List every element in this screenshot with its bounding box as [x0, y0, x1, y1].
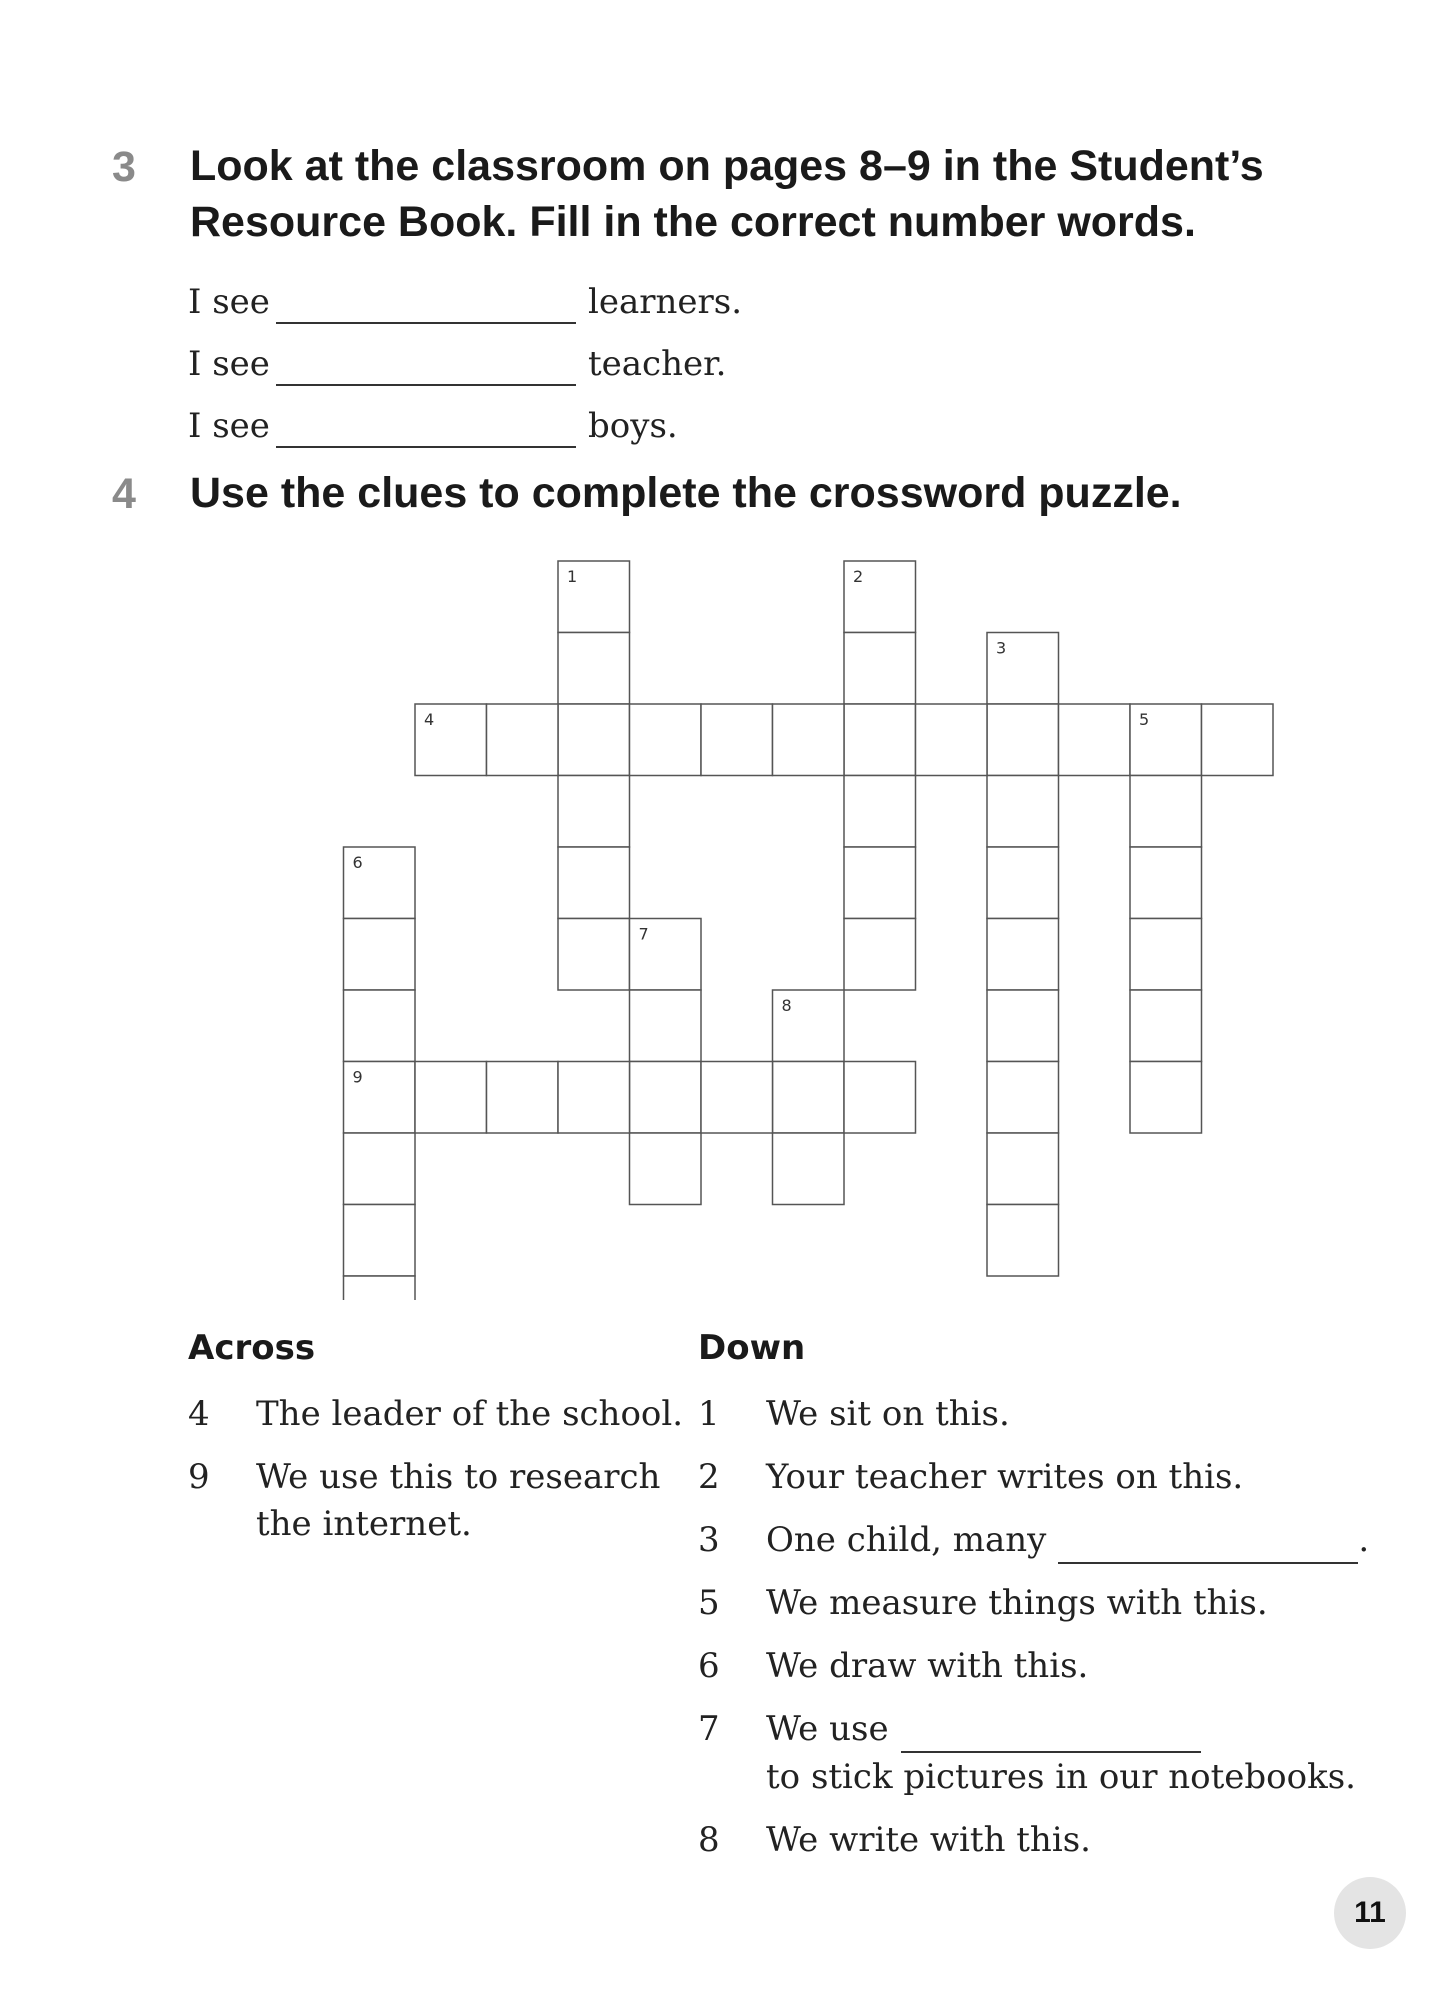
- down-clue-6: [698, 1642, 1358, 1690]
- crossword-cell[interactable]: [558, 633, 630, 705]
- clue-text: We draw with this.: [766, 1646, 1089, 1686]
- clue-number: 6: [698, 1646, 720, 1686]
- down-clue-2: [698, 1453, 1358, 1501]
- crossword-cell[interactable]: [987, 633, 1059, 705]
- crossword-cell[interactable]: [344, 990, 416, 1062]
- crossword-cell-box[interactable]: [773, 1062, 845, 1134]
- clue-text: We write with this.: [766, 1820, 1091, 1860]
- crossword-cell[interactable]: [344, 1276, 416, 1300]
- crossword-cell[interactable]: [558, 919, 630, 991]
- crossword-cell[interactable]: [773, 1133, 845, 1205]
- crossword-cell[interactable]: [630, 1062, 702, 1134]
- clue-text-wrapper: [766, 1516, 1369, 1564]
- crossword-cell[interactable]: [487, 1062, 559, 1134]
- down-clue-8: [698, 1816, 1358, 1864]
- crossword-cell[interactable]: [987, 1062, 1059, 1134]
- crossword-cell-box[interactable]: [701, 704, 773, 776]
- crossword-cell-box[interactable]: [987, 847, 1059, 919]
- crossword-cell[interactable]: [987, 776, 1059, 848]
- crossword-cell-box[interactable]: [558, 919, 630, 991]
- crossword-cell-box[interactable]: [987, 1062, 1059, 1134]
- crossword-cell[interactable]: [844, 776, 916, 848]
- fill-row-prefix: I see: [188, 344, 270, 384]
- down-clue-3: [698, 1516, 1370, 1564]
- crossword-cell-box[interactable]: [558, 776, 630, 848]
- crossword-cell[interactable]: [558, 776, 630, 848]
- crossword-cell-box[interactable]: [987, 1205, 1059, 1277]
- fill-row-prefix: I see: [188, 406, 270, 446]
- crossword-cell-box[interactable]: [916, 704, 988, 776]
- crossword-cell[interactable]: [344, 1205, 416, 1277]
- across-clue-4: [188, 1390, 684, 1438]
- clue-number: 4: [188, 1394, 210, 1434]
- clue-number: 7: [698, 1709, 720, 1749]
- crossword-cell[interactable]: [1130, 1062, 1202, 1134]
- crossword-cell[interactable]: [987, 704, 1059, 776]
- crossword-cell[interactable]: [844, 704, 916, 776]
- crossword-cell[interactable]: [344, 1133, 416, 1205]
- page-number-badge: 11: [1334, 1877, 1406, 1949]
- crossword-cell-box[interactable]: [344, 1205, 416, 1277]
- crossword-cell-box[interactable]: [630, 1133, 702, 1205]
- crossword-clue-number: 6: [352, 853, 363, 872]
- crossword-cell[interactable]: [415, 704, 487, 776]
- crossword-cell[interactable]: [630, 990, 702, 1062]
- crossword-cell-box[interactable]: [415, 1062, 487, 1134]
- clue-text-wrapper: [766, 1705, 1201, 1753]
- crossword-cell[interactable]: [558, 561, 630, 633]
- crossword-cell-box[interactable]: [630, 1062, 702, 1134]
- clue-number: 1: [698, 1394, 720, 1434]
- crossword-cell-box[interactable]: [844, 704, 916, 776]
- clue-text: One child, many: [766, 1520, 1047, 1560]
- crossword-cell[interactable]: [987, 1133, 1059, 1205]
- crossword-cell[interactable]: [344, 1062, 416, 1134]
- fill-row-prefix: I see: [188, 282, 270, 322]
- crossword-cell[interactable]: [773, 1062, 845, 1134]
- down-heading: Down: [698, 1328, 806, 1368]
- crossword-cell[interactable]: [487, 704, 559, 776]
- clue-number: 8: [698, 1820, 720, 1860]
- crossword-cell-box[interactable]: [344, 1276, 416, 1300]
- crossword-cell-box[interactable]: [1130, 847, 1202, 919]
- crossword-cell-box[interactable]: [630, 704, 702, 776]
- crossword-cell[interactable]: [844, 1062, 916, 1134]
- crossword-cell[interactable]: [630, 1133, 702, 1205]
- crossword-cell-box[interactable]: [1202, 704, 1274, 776]
- crossword-cell[interactable]: [987, 847, 1059, 919]
- question-3-instruction: Look at the classroom on pages 8–9 in the Student’s Resource Book. Fill in the correct number words.: [190, 142, 1264, 246]
- answer-blank-clue-7[interactable]: [901, 1713, 1201, 1753]
- crossword-cell[interactable]: [1130, 776, 1202, 848]
- crossword-cell[interactable]: [1130, 704, 1202, 776]
- clue-number: 2: [698, 1457, 720, 1497]
- crossword-cell-box[interactable]: [487, 704, 559, 776]
- crossword-cell[interactable]: [773, 990, 845, 1062]
- crossword-cell[interactable]: [701, 1062, 773, 1134]
- crossword-cell[interactable]: [844, 847, 916, 919]
- crossword-cell-box[interactable]: [558, 1062, 630, 1134]
- fill-row-suffix: learners.: [588, 282, 743, 322]
- crossword-cell-box[interactable]: [701, 1062, 773, 1134]
- crossword-cell-box[interactable]: [487, 1062, 559, 1134]
- crossword-cell-box[interactable]: [1130, 1062, 1202, 1134]
- crossword-cell-box[interactable]: [844, 919, 916, 991]
- crossword-clue-number: 4: [424, 710, 435, 729]
- crossword-clue-number: 1: [567, 567, 578, 586]
- crossword-cell[interactable]: [701, 704, 773, 776]
- crossword-cell-box[interactable]: [844, 633, 916, 705]
- crossword-cell-box[interactable]: [987, 704, 1059, 776]
- crossword-cell[interactable]: [1130, 847, 1202, 919]
- crossword-cell-box[interactable]: [344, 990, 416, 1062]
- crossword-clue-number: 7: [638, 924, 649, 944]
- clue-suffix: .: [1358, 1520, 1370, 1560]
- clue-text: We use this to research: [256, 1457, 661, 1497]
- fill-row-suffix: teacher.: [588, 344, 727, 384]
- crossword-cell-box[interactable]: [1059, 704, 1131, 776]
- crossword-cell-box[interactable]: [630, 990, 702, 1062]
- crossword-cell-box[interactable]: [558, 704, 630, 776]
- clue-text-line-2: to stick pictures in our notebooks.: [766, 1757, 1356, 1797]
- down-clue-5: [698, 1579, 1358, 1627]
- crossword-cell[interactable]: [558, 1062, 630, 1134]
- crossword-cell[interactable]: [916, 704, 988, 776]
- crossword-cell[interactable]: [1202, 704, 1274, 776]
- across-heading: Across: [188, 1328, 316, 1368]
- crossword-cell[interactable]: [630, 704, 702, 776]
- crossword-cell[interactable]: [844, 633, 916, 705]
- crossword-cell-box[interactable]: [987, 1133, 1059, 1205]
- crossword-cell[interactable]: [987, 919, 1059, 991]
- clue-number: 9: [188, 1457, 210, 1497]
- crossword-cell-box[interactable]: [558, 847, 630, 919]
- crossword-cell[interactable]: [987, 1205, 1059, 1277]
- crossword-cell[interactable]: [1059, 704, 1131, 776]
- crossword-cell-box[interactable]: [987, 919, 1059, 991]
- crossword-clue-number: 3: [996, 638, 1007, 658]
- crossword-cell[interactable]: [344, 847, 416, 919]
- crossword-cell-box[interactable]: [844, 776, 916, 848]
- clue-text-line-2: the internet.: [256, 1504, 472, 1544]
- question-4-instruction: Use the clues to complete the crossword puzzle.: [190, 469, 1182, 517]
- crossword-cell-box[interactable]: [844, 847, 916, 919]
- crossword-cell[interactable]: [987, 990, 1059, 1062]
- question-4-number: 4: [112, 470, 136, 518]
- crossword-cell-box[interactable]: [344, 919, 416, 991]
- crossword-cell-box[interactable]: [558, 633, 630, 705]
- down-clue-7: [698, 1705, 1358, 1801]
- crossword-cell[interactable]: [558, 847, 630, 919]
- crossword-cell[interactable]: [558, 704, 630, 776]
- crossword-cell-box[interactable]: [773, 704, 845, 776]
- crossword-cell[interactable]: [773, 704, 845, 776]
- crossword-cell[interactable]: [844, 561, 916, 633]
- crossword-cell-box[interactable]: [1130, 990, 1202, 1062]
- crossword-clue-number: 2: [853, 567, 864, 586]
- crossword-clue-number: 8: [781, 996, 792, 1015]
- crossword-cell-box[interactable]: [773, 1133, 845, 1205]
- question-3-number: 3: [112, 143, 136, 191]
- clue-text: We measure things with this.: [766, 1583, 1268, 1623]
- across-clue-9: [188, 1453, 668, 1549]
- crossword-cell-box[interactable]: [1130, 919, 1202, 991]
- fill-row-suffix: boys.: [588, 406, 678, 446]
- clue-text: We use: [766, 1709, 889, 1749]
- crossword-clue-number: 9: [352, 1067, 363, 1087]
- crossword-cell-box[interactable]: [987, 990, 1059, 1062]
- crossword-cell[interactable]: [1130, 919, 1202, 991]
- answer-blank-clue-3[interactable]: [1058, 1524, 1358, 1564]
- crossword-clue-number: 5: [1139, 710, 1150, 729]
- crossword-cell-box[interactable]: [1130, 776, 1202, 848]
- clue-text: We sit on this.: [766, 1394, 1010, 1434]
- crossword-cell[interactable]: [844, 919, 916, 991]
- crossword-cell[interactable]: [415, 1062, 487, 1134]
- clue-text: The leader of the school.: [256, 1394, 684, 1434]
- crossword-cell-box[interactable]: [987, 776, 1059, 848]
- down-clue-1: [698, 1390, 1358, 1438]
- crossword-cell-box[interactable]: [844, 1062, 916, 1134]
- crossword-cell[interactable]: [1130, 990, 1202, 1062]
- clue-text: Your teacher writes on this.: [766, 1457, 1244, 1497]
- clue-number: 5: [698, 1583, 720, 1623]
- crossword-cell[interactable]: [630, 919, 702, 991]
- crossword-cell-box[interactable]: [344, 1133, 416, 1205]
- clue-number: 3: [698, 1520, 720, 1560]
- crossword-cell[interactable]: [344, 919, 416, 991]
